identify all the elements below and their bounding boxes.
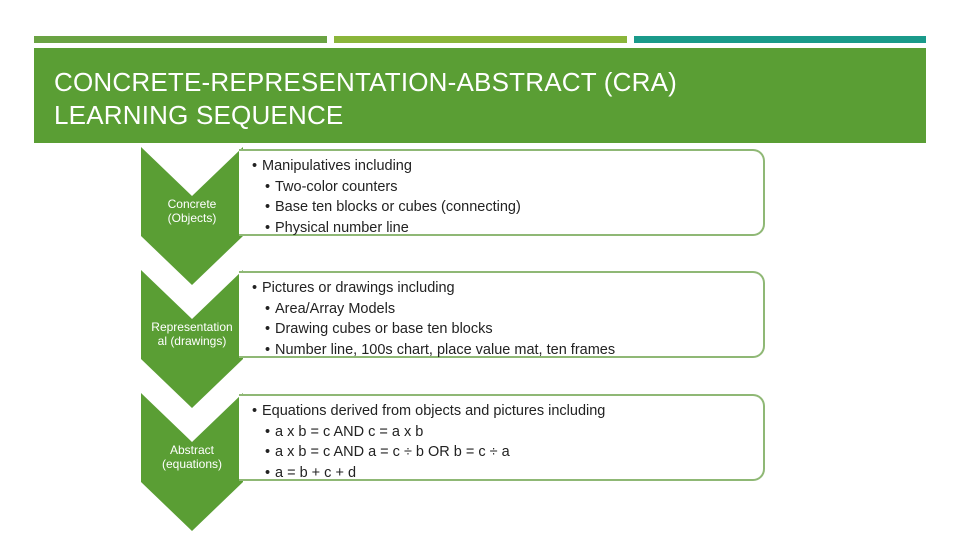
- list-item: • a x b = c AND a = c ÷ b OR b = c ÷ a: [265, 444, 510, 460]
- slide-title: [54, 66, 914, 132]
- slide-title-line-2: LEARNING SEQUENCE: [54, 100, 344, 130]
- list-item: • Pictures or drawings including: [252, 280, 455, 296]
- accent-bar-middle: [334, 36, 627, 43]
- list-item: • Drawing cubes or base ten blocks: [265, 321, 493, 337]
- chevron-representational: [141, 270, 243, 408]
- list-item: • Two-color counters: [265, 178, 398, 195]
- chevron-concrete: [141, 147, 243, 285]
- list-item: • Physical number line: [265, 219, 409, 236]
- chevron-abstract: [141, 393, 243, 531]
- list-item: • Equations derived from objects and pictures including: [252, 403, 606, 419]
- detail-box-abstract: [239, 394, 765, 481]
- chevron-label-abstract: Abstract (equations): [161, 443, 223, 471]
- detail-box-representational: [239, 271, 765, 358]
- accent-bar-right: [634, 36, 926, 43]
- chevron-label-concrete: Concrete (Objects): [167, 197, 217, 225]
- accent-bar-left: [34, 36, 327, 43]
- detail-box-concrete: [239, 149, 765, 236]
- list-item: • Number line, 100s chart, place value mat, ten frames: [265, 341, 616, 358]
- list-item: • Manipulatives including: [252, 158, 412, 174]
- list-item: • Base ten blocks or cubes (connecting): [265, 199, 521, 215]
- title-band: [34, 48, 926, 143]
- slide-title-line-1: CONCRETE-REPRESENTATION-ABSTRACT (CRA): [54, 67, 677, 97]
- list-item: • Area/Array Models: [265, 300, 396, 317]
- list-item: • a = b + c + d: [265, 464, 357, 481]
- chevron-label-representational: Representation al (drawings): [151, 320, 233, 348]
- list-item: • a x b = c AND c = a x b: [265, 423, 424, 440]
